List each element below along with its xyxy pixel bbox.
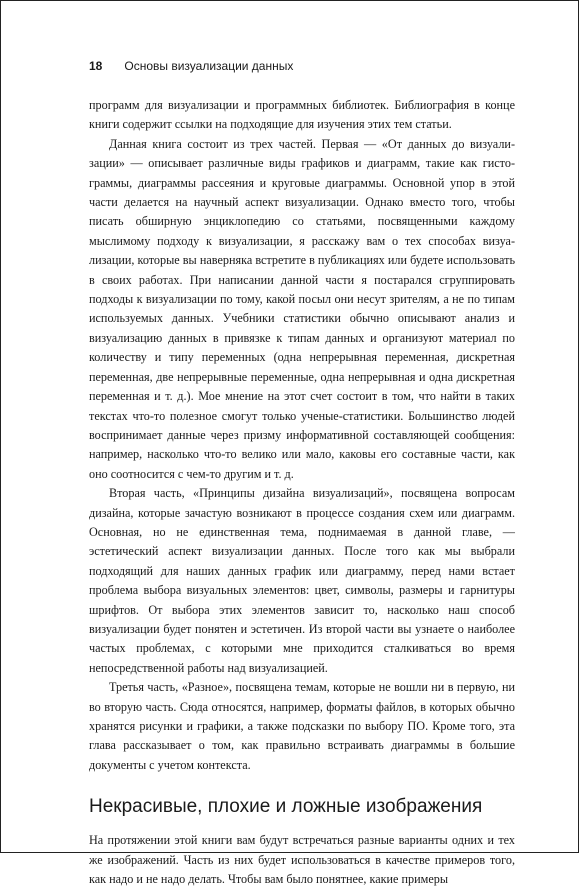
- running-head: [89, 59, 519, 77]
- paragraph-continuation: программ для визуализации и программных библиотек. Библиография в конце книги содержит ссылки на подходящие для изучения этих тем статьи.: [89, 98, 515, 132]
- paragraph-part-two: Вторая часть, «Принципы дизайна визуализаций», посвящена вопросам дизайна, которые зачастую возникают в процессе создания схем или диаграмм. Основная, но не единственная тема, поднимаемая в данной главе, — эстетический аспект визуализации данных. После того как мы выбрали подходящий для наших данных график или диаграмму, перед нами встает проблема выбора визуальных элементов: цвет, символы, размеры и гарнитуры шрифтов. От выбора этих элементов зависит то, насколько наш способ визуализации будет понятен и эстетичен. Из второй части вы узнаете о наиболее частых проблемах, с которыми мне приходится сталкиваться во время непосредственной работы над визуализацией.: [89, 486, 515, 675]
- paragraph-section-intro: На протяжении этой книги вам будут встречаться разные варианты одних и тех же изображений. Часть из них будет использоваться в качестве примеров того, как надо и не надо делать. Чтобы вам было понятнее, какие примеры: [89, 833, 515, 887]
- body-text: [89, 96, 515, 889]
- paragraph-part-three: Третья часть, «Разное», посвящена темам, которые не вошли ни в первую, ни во вторую часть. Сюда относятся, например, форматы файлов, в которых обычно хранятся рисунки и графики, а также подсказки по выбору ПО. Кроме того, эта глава рассказывает о том, как правильно встраивать диаграммы в большие документы с учетом контекста.: [89, 680, 515, 772]
- page-number: 18: [89, 59, 103, 73]
- running-title: Основы визуализации данных: [124, 59, 294, 73]
- section-heading: Некрасивые, плохие и ложные изображения: [89, 796, 483, 818]
- paragraph-book-structure: Данная книга состоит из трех частей. Первая — «От данных до визуализации» — описывает различные виды графиков и диаграмм, такие как гистограммы, диаграммы рассеяния и круговые диаграммы. Основной упор в этой части делается на научный аспект визуализации. Однако вместо того, чтобы писать обширную энциклопедию со статьями, посвященными каждому мыслимому подходу к визуализации, я расскажу вам о тех способах визуализации, которые вы наверняка встретите в публикациях или будете использовать в своих работах. При написании данной части я постарался сгруппировать подходы к визуализации по тому, какой посыл они несут зрителям, а не по типам используемых данных. Учебники статистики обычно описывают анализ и визуализацию данных в привязке к типам данных и организуют материал по количеству и типу переменных (одна непрерывная переменная, дискретная переменная, две непрерывные переменные, одна непрерывная и одна дискретная переменная и т. д.). Мое мнение на этот счет состоит в том, что найти в таких текстах что-то полезное смогут только ученые-статистики. Большинство людей воспринимает данные через призму информативной составляющей сообщения: например, насколько что-то велико или мало, каковы его составные части, как оно соотносится с чем-то другим и т. д.: [89, 136, 515, 481]
